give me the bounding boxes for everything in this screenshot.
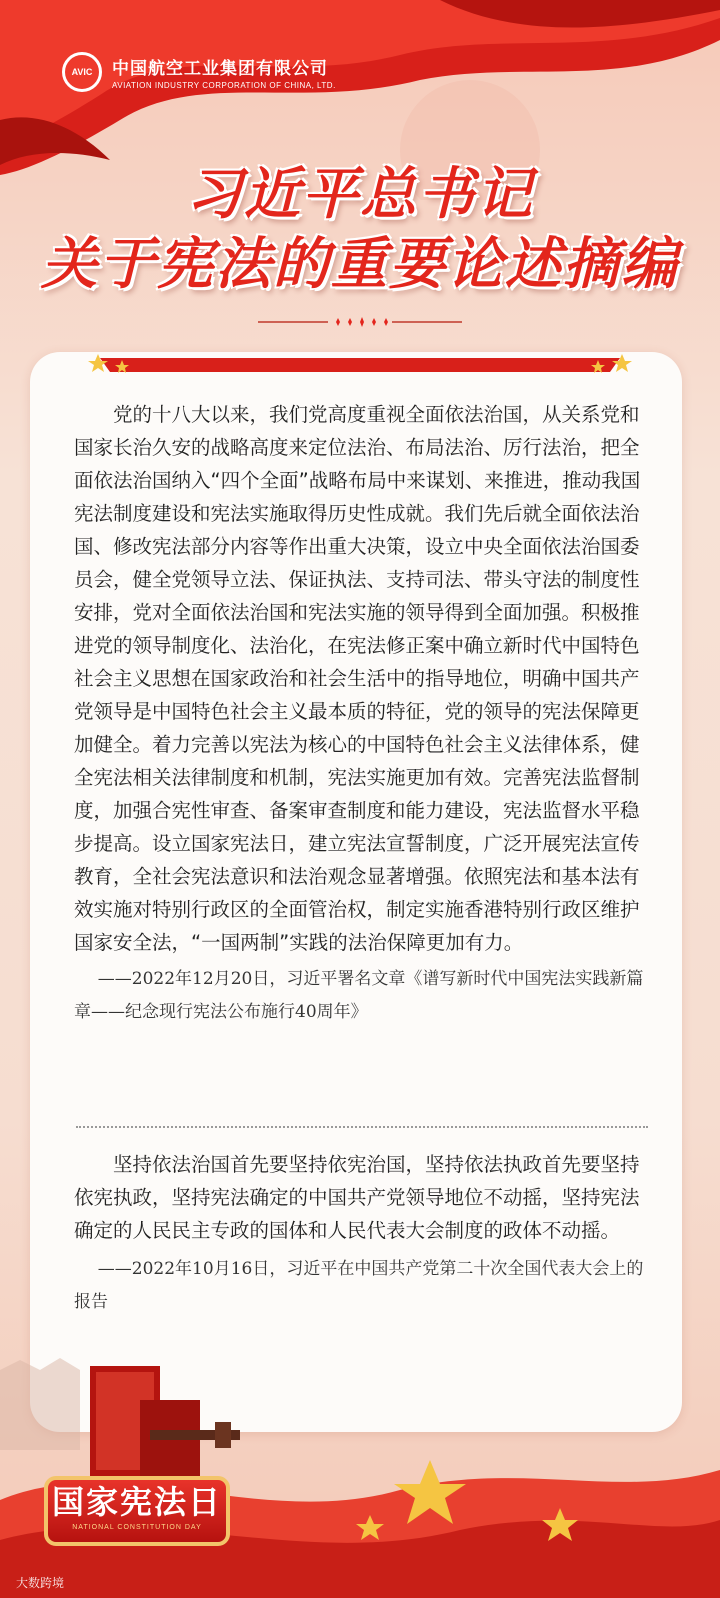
- section2-paragraph: 坚持依法治国首先要坚持依宪治国，坚持依法执政首先要坚持依宪执政，坚持宪法确定的中国共产党领导地位不动摇，坚持宪法确定的人民民主专政的国体和人民代表大会制度的政体不动摇。: [74, 1153, 640, 1242]
- avic-logo-icon: AVIC: [62, 52, 102, 92]
- section-divider: [76, 1126, 648, 1128]
- section1-source: ——2022年12月20日，习近平署名文章《谱写新时代中国宪法实践新篇章——纪念现行宪法公布施行40周年》: [74, 969, 644, 1022]
- badge-title: 国家宪法日: [51, 1483, 222, 1521]
- page-title-line1: 习近平总书记: [186, 162, 534, 227]
- company-logo: [62, 52, 336, 92]
- company-name-en: AVIATION INDUSTRY CORPORATION OF CHINA, LTD.: [112, 81, 336, 90]
- watermark: 大数跨境: [16, 1576, 65, 1590]
- title-divider: [258, 316, 462, 328]
- card-header-ribbon: [80, 350, 640, 378]
- badge-subtitle: NATIONAL CONSTITUTION DAY: [72, 1524, 202, 1531]
- section1-text: [74, 398, 650, 1029]
- section1-paragraph: 党的十八大以来，我们党高度重视全面依法治国，从关系党和国家长治久安的战略高度来定位法治、布局法治、厉行法治，把全面依法治国纳入“四个全面”战略布局中来谋划、来推进，推动我国宪法制度建设和宪法实施取得历史性成就。我们先后就全面依法治国、修改宪法部分内容等作出重大决策，设立中央全面依法治国委员会，健全党领导立法、保证执法、支持司法、带头守法的制度性安排，党对全面依法治国和宪法实施的领导得到全面加强。积极推进党的领导制度化、法治化，在宪法修正案中确立新时代中国特色社会主义思想在国家政治和社会生活中的指导地位，明确中国共产党领导是中国特色社会主义最本质的特征，党的领导的宪法保障更加健全。着力完善以宪法为核心的中国特色社会主义法律体系，健全宪法相关法律制度和机制，宪法实施更加有效。完善宪法监督制度，加强合宪性审查、备案审查制度和能力建设，宪法监督水平稳步提高。设立国家宪法日，建立宪法宣誓制度，广泛开展宪法宣传教育，全社会宪法意识和法治观念显著增强。依照宪法和基本法有效实施对特别行政区的全面管治权，制定实施香港特别行政区维护国家安全法，“一国两制”实践的法治保障更加有力。: [74, 403, 641, 954]
- section2-source: ——2022年10月16日，习近平在中国共产党第二十次全国代表大会上的报告: [74, 1259, 644, 1312]
- company-name-cn: 中国航空工业集团有限公司: [112, 59, 328, 79]
- section2-text: [74, 1148, 650, 1319]
- constitution-day-badge: [44, 1476, 230, 1546]
- page-title-line2: 关于宪法的重要论述摘编: [41, 232, 679, 297]
- bottom-decoration: [0, 1330, 720, 1598]
